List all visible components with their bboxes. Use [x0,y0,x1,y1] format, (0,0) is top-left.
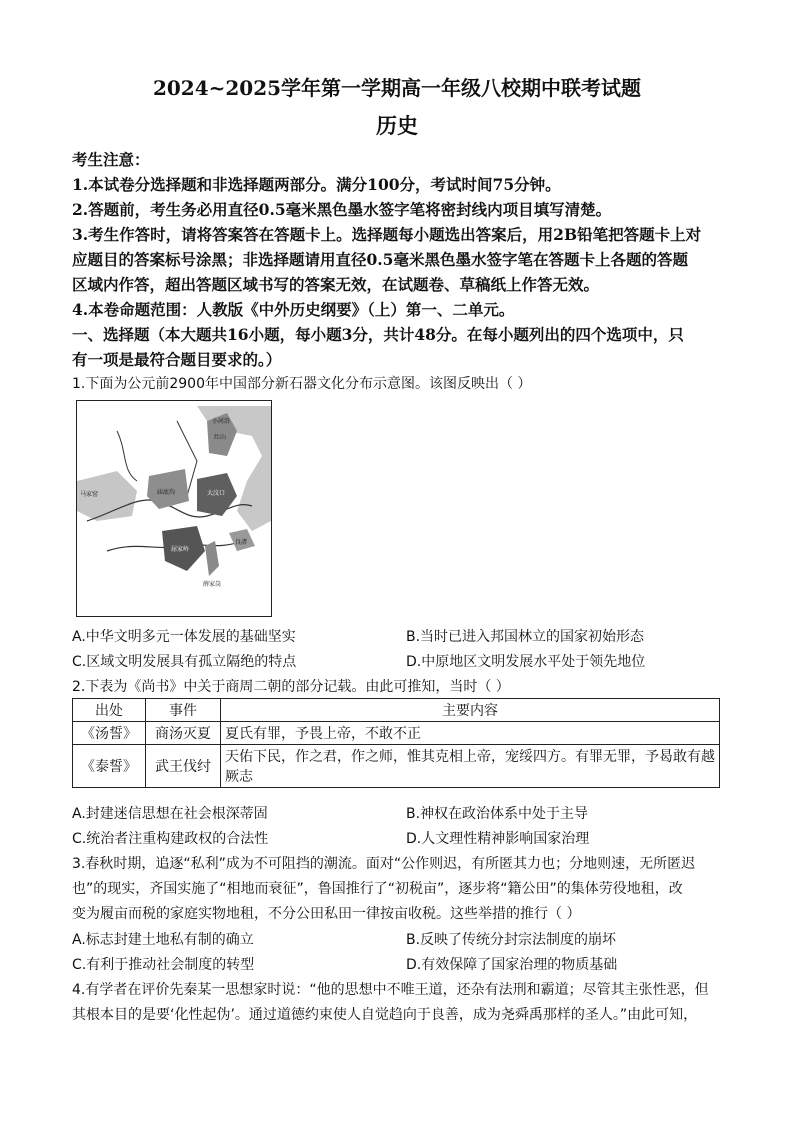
map-label-xuejiagang: 薛家岗 [203,581,222,588]
q2-option-d[interactable]: D.人文理性精神影响国家治理 [406,831,590,847]
map-label-qujialing: 屈家岭 [171,546,190,553]
q1-option-c[interactable]: C.区域文明发展具有孤立隔绝的特点 [72,654,297,670]
notice-item-3c: 区域内作答，超出答题区域书写的答案无效，在试题卷、草稿纸上作答无效。 [72,275,600,294]
q3-stem-line1: 3.春秋时期，追逐“私利”成为不可阻挡的潮流。面对“公作则迟，有所匿其力也；分地则速，无所匿迟 [72,856,696,872]
table-cell-content-line2: 厥志 [225,769,253,785]
notice-item-1: 1.本试卷分选择题和非选择题两部分。满分100分，考试时间75分钟。 [72,175,561,194]
q2-option-b[interactable]: B.神权在政治体系中处于主导 [406,806,589,822]
q3-option-c[interactable]: C.有利于推动社会制度的转型 [72,957,255,973]
notice-heading: 考生注意： [72,150,150,169]
q2-option-a[interactable]: A.封建迷信思想在社会根深蒂固 [72,806,268,822]
q3-option-b[interactable]: B.反映了传统分封宗法制度的崩坏 [406,932,617,948]
q2-option-c[interactable]: C.统治者注重构建政权的合法性 [72,831,269,847]
notice-item-3a: 3.考生作答时，请将答案答在答题卡上。选择题每小题选出答案后，用2B铅笔把答题卡上对 [72,225,702,244]
notice-item-2: 2.答题前，考生务必用直径0.5毫米黑色墨水签字笔将密封线内项目填写清楚。 [72,200,612,219]
map-label-dawenkou: 大汶口 [207,490,226,497]
subject-title: 历史 [376,113,418,138]
q4-stem-line1: 4.有学者在评价先秦某一思想家时说：“他的思想中不唯王道，还杂有法刑和霸道；尽管其主张性恶，但 [72,982,709,998]
map-label-xiaoheyan: 小河沿 [212,418,231,425]
q4-stem-line2: 其根本目的是要‘化性起伪’。通过道德约束使人自觉趋向于良善，成为尧舜禹那样的圣人。”由此可知， [72,1007,698,1023]
q3-stem-line3: 变为履亩而税的家庭实物地租，不分公田私田一律按亩收税。这些举措的推行（ ） [72,906,581,922]
q2-stem: 2.下表为《尚书》中关于商周二朝的部分记载。由此可推知，当时（ ） [72,679,510,695]
q1-option-a[interactable]: A.中华文明多元一体发展的基础坚实 [72,629,296,645]
map-label-hongshan: 红山 [214,434,227,441]
section-heading-1: 一、选择题（本大题共16小题，每小题3分，共计48分。在每小题列出的四个选项中，只 [72,325,684,344]
q3-option-a[interactable]: A.标志封建土地私有制的确立 [72,932,254,948]
table-header-content: 主要内容 [221,699,720,722]
map-label-miaodigou: 庙底沟 [157,489,176,496]
table-header-row [73,699,720,722]
table-row [73,722,720,745]
river-branch [117,431,137,481]
xuejiagang-region [205,541,219,576]
exam-title: 2024~2025学年第一学期高一年级八校期中联考试题 [152,76,642,100]
map-graphic [77,401,271,616]
q3-stem-line2: 也”的现实，齐国实施了“相地而衰征”，鲁国推行了“初税亩”，逐步将“籍公田”的集体劳役地租，改 [72,881,683,897]
section-heading-2: 有一项是最符合题目要求的。） [72,350,282,369]
q1-option-b[interactable]: B.当时已进入邦国林立的国家初始形态 [406,629,645,645]
notice-item-3b: 应题目的答案标号涂黑；非选择题请用直径0.5毫米黑色墨水签字笔在答题卡上各题的答题 [72,250,688,269]
map-label-liangzhu: 良渚 [235,539,248,546]
notice-item-4: 4.本卷命题范围：人教版《中外历史纲要》（上）第一、二单元。 [72,300,515,319]
table-row [73,745,720,788]
q1-option-d[interactable]: D.中原地区文明发展水平处于领先地位 [406,654,646,670]
table-cell-content: 夏氏有罪，予畏上帝，不敢不正 [221,722,720,745]
table-cell-content-line1: 天佑下民，作之君，作之师，惟其克相上帝，宠绥四方。有罪无罪，予曷敢有越 [225,749,715,765]
q2-table [72,698,720,788]
table-cell-event: 武王伐纣 [146,745,221,788]
q1-stem: 1.下面为公元前2900年中国部分新石器文化分布示意图。该图反映出（ ） [72,376,532,392]
map-label-majiayao: 马家窑 [80,491,99,498]
table-header-source: 出处 [73,699,146,722]
table-header-event: 事件 [146,699,221,722]
table-cell-content [221,745,720,788]
q3-option-d[interactable]: D.有效保障了国家治理的物质基础 [406,957,618,973]
table-cell-source: 《汤誓》 [73,722,146,745]
table-cell-source: 《泰誓》 [73,745,146,788]
table-cell-event: 商汤灭夏 [146,722,221,745]
neolithic-culture-map [76,400,272,617]
